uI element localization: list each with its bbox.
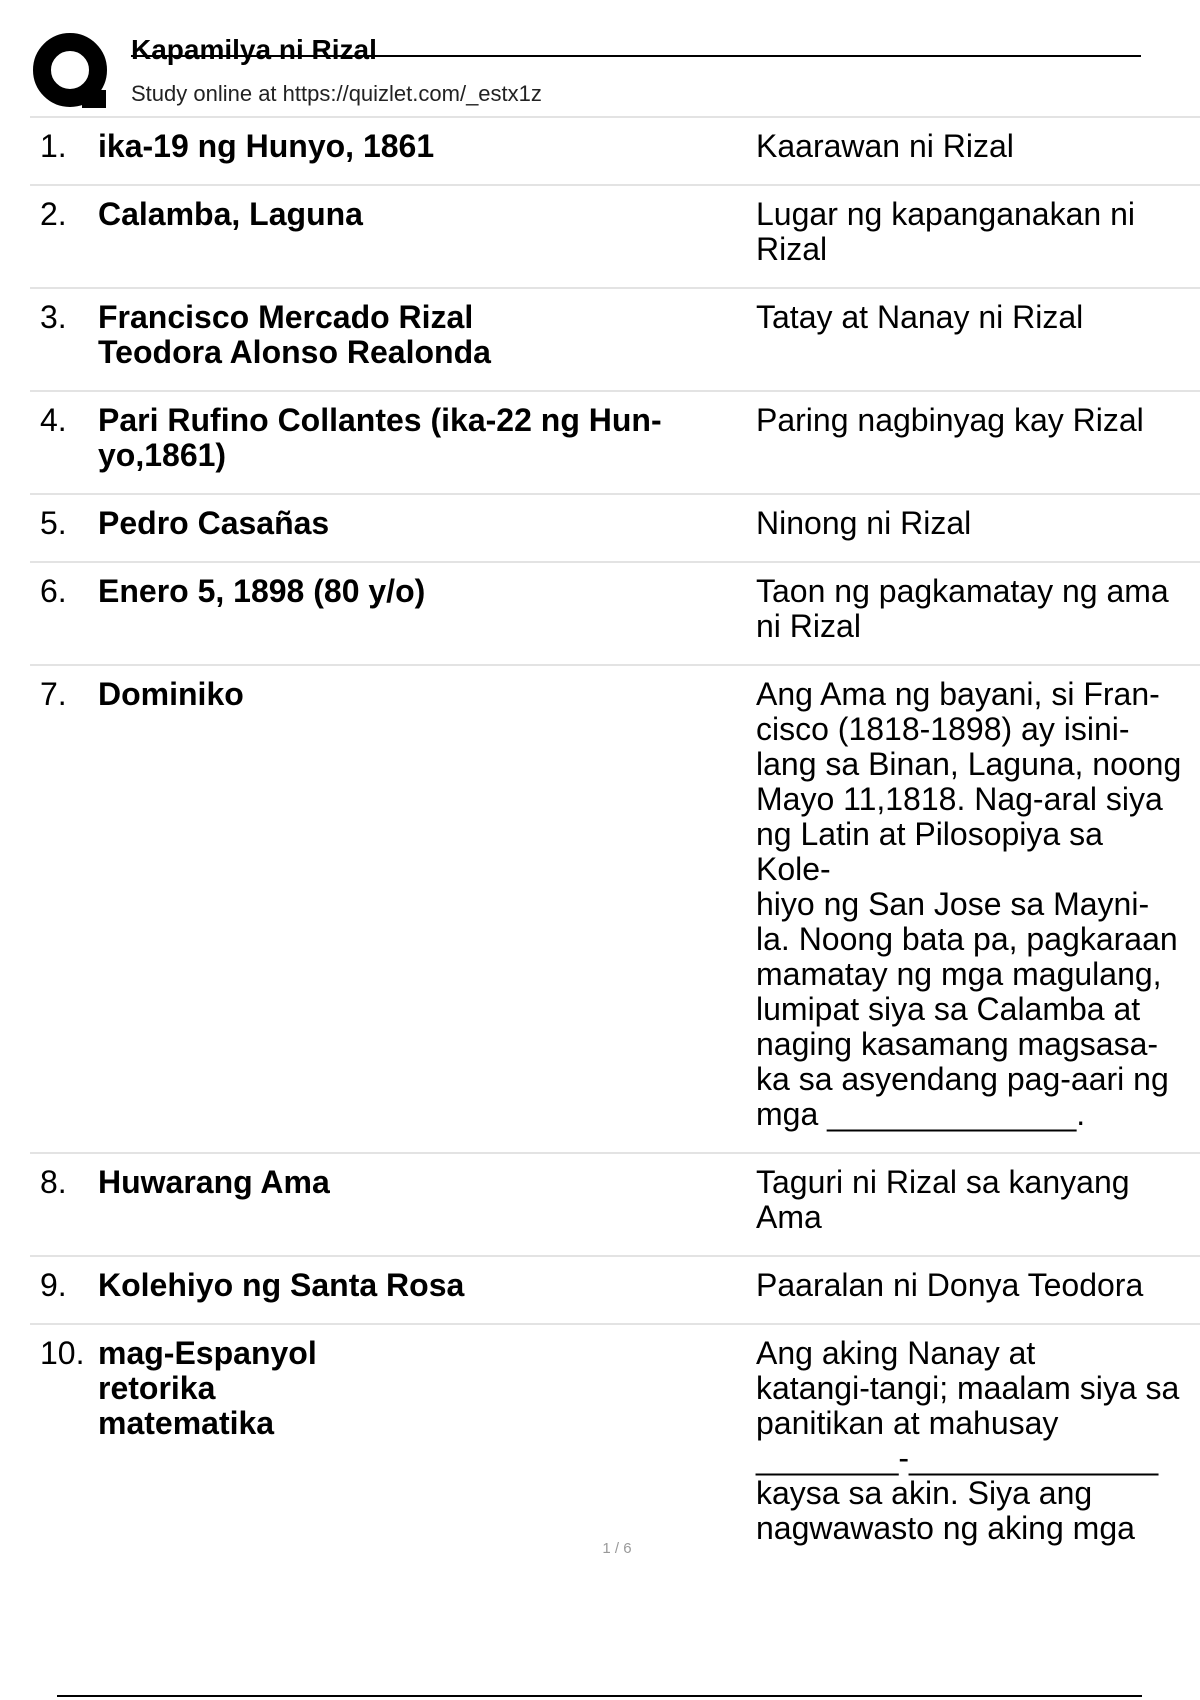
card-term: ika-19 ng Hunyo, 1861 [98, 128, 435, 164]
flashcard-list [30, 116, 1200, 1566]
card-number: 7. [40, 676, 67, 712]
card-number: 3. [40, 299, 67, 335]
card-number: 8. [40, 1164, 67, 1200]
card-term: Huwarang Ama [98, 1164, 330, 1200]
quizlet-q-logo-icon [32, 32, 112, 112]
card-term: Enero 5, 1898 (80 y/o) [98, 573, 426, 609]
card-definition: Ang aking Nanay at katangi-tangi; maalam siya sa panitikan at mahusay ________-______________ kaysa sa akin. Siya ang nagwawasto ng aking mga [756, 1335, 1180, 1546]
card-term: Pedro Casañas [98, 505, 330, 541]
card-number: 10. [40, 1335, 85, 1371]
flashcard-row [30, 563, 1200, 666]
card-definition: Taon ng pagkamatay ng ama ni Rizal [756, 573, 1169, 644]
card-number: 2. [40, 196, 67, 232]
flashcard-row [30, 495, 1200, 563]
card-definition: Lugar ng kapanganakan ni Rizal [756, 196, 1135, 267]
card-term: Calamba, Laguna [98, 196, 363, 232]
flashcard-row [30, 1257, 1200, 1325]
flashcard-row [30, 1325, 1200, 1566]
card-definition: Kaarawan ni Rizal [756, 128, 1014, 164]
card-number: 6. [40, 573, 67, 609]
card-term: Pari Rufino Collantes (ika-22 ng Hun- yo,1861) [98, 402, 662, 473]
card-number: 4. [40, 402, 67, 438]
card-number: 5. [40, 505, 67, 541]
study-online-link[interactable]: Study online at https://quizlet.com/_estx1z [131, 81, 542, 106]
document-header [30, 30, 1140, 116]
card-definition: Paaralan ni Donya Teodora [756, 1267, 1144, 1303]
card-definition: Ang Ama ng bayani, si Fran- cisco (1818-1898) ay isini- lang sa Binan, Laguna, noong Mayo 11,1818. Nag-aral siya ng Latin at Pilosopiya sa Kole- hiyo ng San Jose sa Mayni- la. Noong bata pa, pagkaraan mamatay ng mga magulang, lumipat siya sa Calamba at naging kasamang magsasa- ka sa asyendang pag-aari ng mga ______________. [756, 676, 1182, 1132]
flashcard-row [30, 289, 1200, 392]
card-term: Francisco Mercado Rizal Teodora Alonso Realonda [98, 299, 491, 370]
card-definition: Tatay at Nanay ni Rizal [756, 299, 1084, 335]
flashcard-row [30, 1154, 1200, 1257]
card-term: mag-Espanyol retorika matematika [98, 1335, 317, 1441]
card-term: Kolehiyo ng Santa Rosa [98, 1267, 465, 1303]
card-definition: Taguri ni Rizal sa kanyang Ama [756, 1164, 1130, 1235]
card-number: 1. [40, 128, 67, 164]
card-number: 9. [40, 1267, 67, 1303]
flashcard-row [30, 392, 1200, 495]
footer-rule [57, 1695, 1142, 1697]
flashcard-row [30, 186, 1200, 289]
flashcard-row [30, 666, 1200, 1154]
card-definition: Ninong ni Rizal [756, 505, 972, 541]
document-title: Kapamilya ni Rizal [131, 34, 377, 65]
flashcard-row [30, 118, 1200, 186]
card-term: Dominiko [98, 676, 244, 712]
card-definition: Paring nagbinyag kay Rizal [756, 402, 1144, 438]
page-number: 1 / 6 [602, 1540, 632, 1557]
